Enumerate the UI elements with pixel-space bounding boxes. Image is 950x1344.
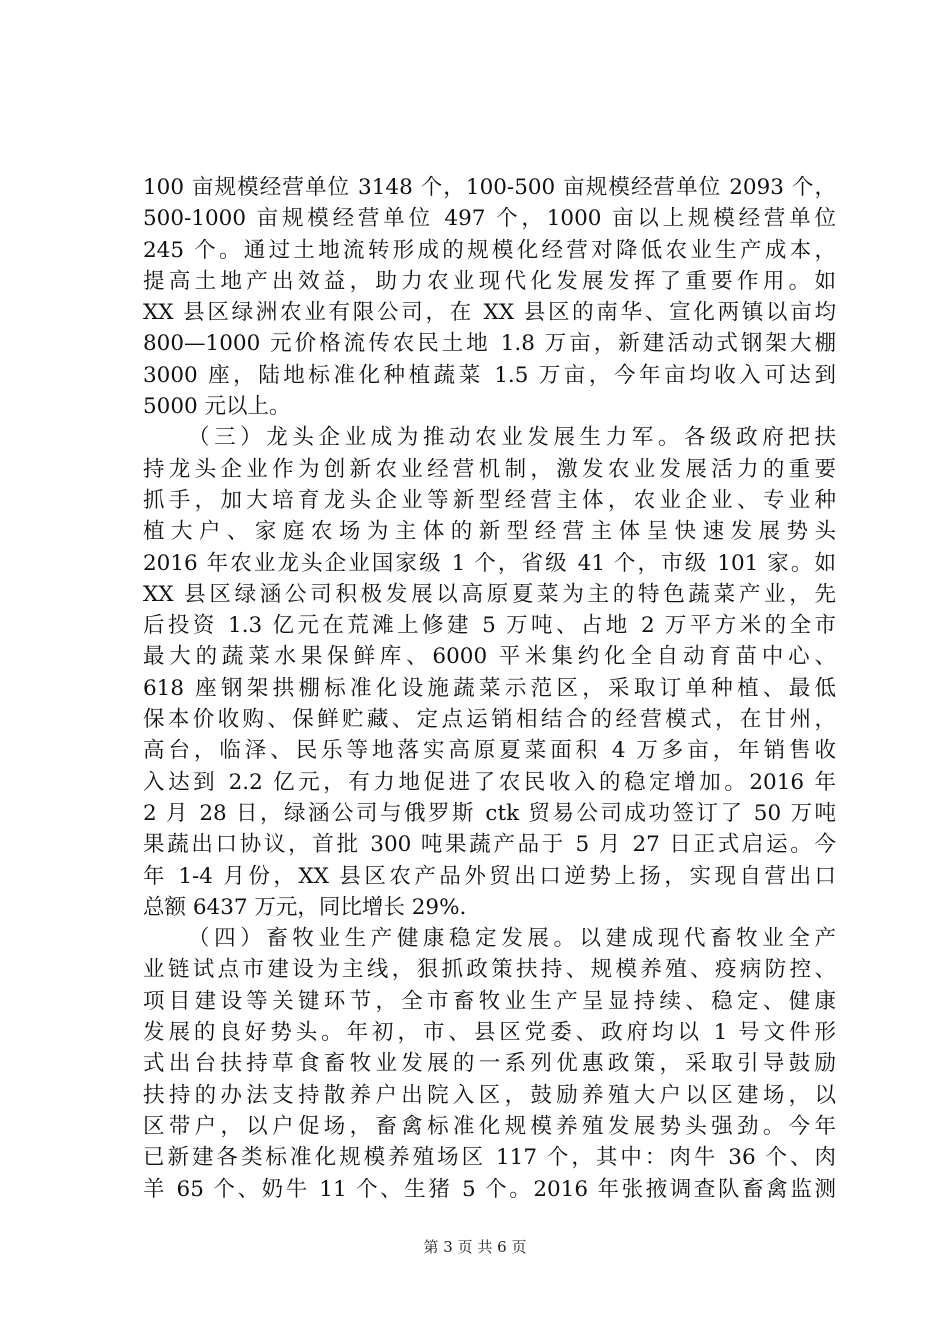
text-line: 2016 年农业龙头企业国家级 1 个，省级 41 个，市级 101 家。如 <box>143 550 836 576</box>
text-line: XX 县区绿洲农业有限公司，在 XX 县区的南华、宣化两镇以亩均 <box>143 300 836 326</box>
text-line: 式出台扶持草食畜牧业发展的一系列优惠政策，采取引导鼓励 <box>143 1051 836 1077</box>
text-line: 扶持的办法支持散养户出院入区，鼓励养殖大户以区建场，以 <box>143 1082 836 1108</box>
text-line: 100 亩规模经营单位 3148 个，100-500 亩规模经营单位 2093 个， <box>143 175 836 200</box>
text-line: 业链试点市建设为主线，狠抓政策扶持、规模养殖、疫病防控、 <box>143 957 836 983</box>
text-line: 后投资 1.3 亿元在荒滩上修建 5 万吨、占地 2 万平方米的全市 <box>143 613 836 639</box>
text-line: 3000 座，陆地标准化种植蔬菜 1.5 万亩，今年亩均收入可达到 <box>143 362 836 388</box>
text-line: 已新建各类标准化规模养殖场区 117 个，其中：肉牛 36 个、肉 <box>143 1145 836 1171</box>
text-line: 抓手，加大培育龙头企业等新型经营主体，农业企业、专业种 <box>143 487 836 513</box>
document-body <box>143 172 836 1205</box>
text-line: 总额 6437 万元，同比增长 29%. <box>143 894 467 920</box>
paragraph-leading-enterprises <box>143 422 836 923</box>
text-line: 植大户、家庭农场为主体的新型经营主体呈快速发展势头 <box>143 519 836 545</box>
paragraph-scale-operation <box>143 172 836 422</box>
text-line: 245 个。通过土地流转形成的规模化经营对降低农业生产成本， <box>143 237 836 263</box>
text-line: 入达到 2.2 亿元，有力地促进了农民收入的稳定增加。2016 年 <box>143 769 836 795</box>
text-line: 提高土地产出效益，助力农业现代化发展发挥了重要作用。如 <box>143 268 836 294</box>
section-heading-line: （四）畜牧业生产健康稳定发展。以建成现代畜牧业全产 <box>188 926 836 952</box>
text-line: 羊 65 个、奶牛 11 个、生猪 5 个。2016 年张掖调查队畜禽监测 <box>143 1176 836 1202</box>
text-line: XX 县区绿涵公司积极发展以高原夏菜为主的特色蔬菜产业，先 <box>143 581 836 607</box>
text-line: 区带户，以户促场，畜禽标准化规模养殖发展势头强劲。今年 <box>143 1113 836 1139</box>
page-number-footer: 第 3 页 共 6 页 <box>423 1238 527 1256</box>
text-line: 高台，临泽、民乐等地落实高原夏菜面积 4 万多亩，年销售收 <box>143 738 836 764</box>
section-heading-line: （三）龙头企业成为推动农业发展生力军。各级政府把扶 <box>188 425 836 451</box>
text-line: 发展的良好势头。年初，市、县区党委、政府均以 1 号文件形 <box>143 1020 836 1046</box>
text-line: 5000 元以上。 <box>143 394 291 420</box>
text-line: 618 座钢架拱棚标准化设施蔬菜示范区，采取订单种植、最低 <box>143 675 836 701</box>
text-line: 年 1-4 月份，XX 县区农产品外贸出口逆势上扬，实现自营出口 <box>143 863 836 889</box>
text-line: 保本价收购、保鲜贮藏、定点运销相结合的经营模式，在甘州， <box>143 707 836 733</box>
text-line: 持龙头企业作为创新农业经营机制，激发农业发展活力的重要 <box>143 456 836 482</box>
text-line: 果蔬出口协议，首批 300 吨果蔬产品于 5 月 27 日正式启运。今 <box>143 832 836 858</box>
text-line: 2 月 28 日，绿涵公司与俄罗斯 ctk 贸易公司成功签订了 50 万吨 <box>143 800 836 826</box>
text-line: 最大的蔬菜水果保鲜库、6000 平米集约化全自动育苗中心、 <box>143 644 836 670</box>
paragraph-animal-husbandry <box>143 923 836 1205</box>
text-line: 500-1000 亩规模经营单位 497 个，1000 亩以上规模经营单位 <box>143 206 836 232</box>
text-line: 项目建设等关键环节，全市畜牧业生产呈显持续、稳定、健康 <box>143 988 836 1014</box>
text-line: 800—1000 元价格流传农民土地 1.8 万亩，新建活动式钢架大棚 <box>143 331 836 357</box>
